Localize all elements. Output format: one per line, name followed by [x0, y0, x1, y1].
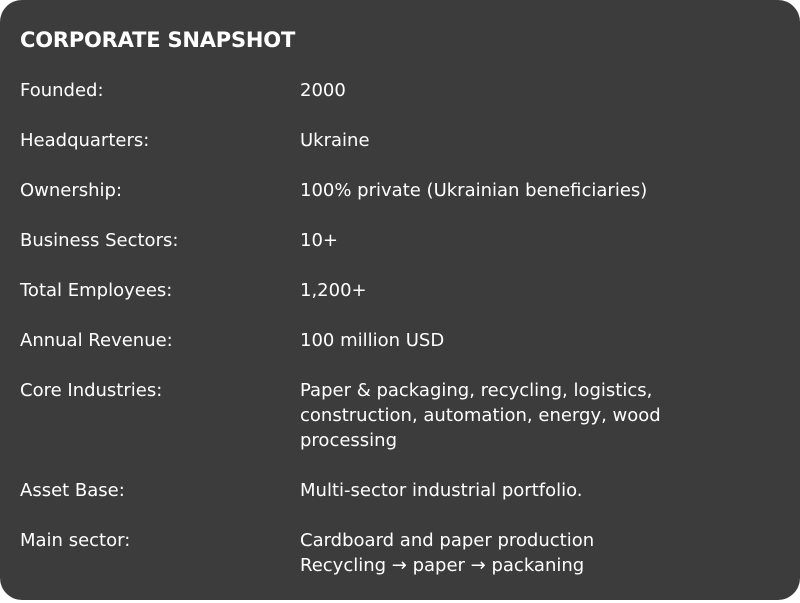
- value-line: Multi-sector industrial portfolio.: [300, 480, 583, 501]
- row-asset-base: [20, 478, 780, 503]
- row-core-industries: [20, 378, 780, 453]
- row-value: [300, 78, 720, 103]
- snapshot-table: [20, 78, 780, 603]
- row-value: [300, 228, 720, 253]
- value-line: 100 million USD: [300, 330, 445, 351]
- row-label: Total Employees:: [20, 280, 173, 301]
- row-label: Ownership:: [20, 180, 123, 201]
- row-founded: [20, 78, 780, 103]
- row-value: [300, 378, 720, 453]
- row-label: Business Sectors:: [20, 230, 179, 251]
- value-line: processing: [300, 430, 398, 451]
- value-line: 100% private (Ukrainian beneficiaries): [300, 180, 648, 201]
- row-value: [300, 478, 720, 503]
- value-line: Paper & packaging, recycling, logistics,: [300, 380, 653, 401]
- value-line: Cardboard and paper production: [300, 530, 595, 551]
- value-line: Ukraine: [300, 130, 370, 151]
- row-label: Core Industries:: [20, 380, 163, 401]
- row-annual-revenue: [20, 328, 780, 353]
- snapshot-title: CORPORATE SNAPSHOT: [20, 28, 296, 52]
- row-value: [300, 128, 720, 153]
- value-line: Recycling → paper → packaning: [300, 555, 585, 576]
- row-business-sectors: [20, 228, 780, 253]
- row-headquarters: [20, 128, 780, 153]
- value-line: 1,200+: [300, 280, 367, 301]
- row-main-sector: [20, 528, 780, 578]
- row-label: Founded:: [20, 80, 104, 101]
- value-line: 10+: [300, 230, 338, 251]
- row-value: [300, 178, 720, 203]
- row-total-employees: [20, 278, 780, 303]
- value-line: 2000: [300, 80, 346, 101]
- row-value: [300, 528, 720, 578]
- row-label: Asset Base:: [20, 480, 125, 501]
- row-value: [300, 278, 720, 303]
- value-line: construction, automation, energy, wood: [300, 405, 661, 426]
- row-ownership: [20, 178, 780, 203]
- row-label: Main sector:: [20, 530, 131, 551]
- row-label: Headquarters:: [20, 130, 150, 151]
- row-value: [300, 328, 720, 353]
- row-label: Annual Revenue:: [20, 330, 173, 351]
